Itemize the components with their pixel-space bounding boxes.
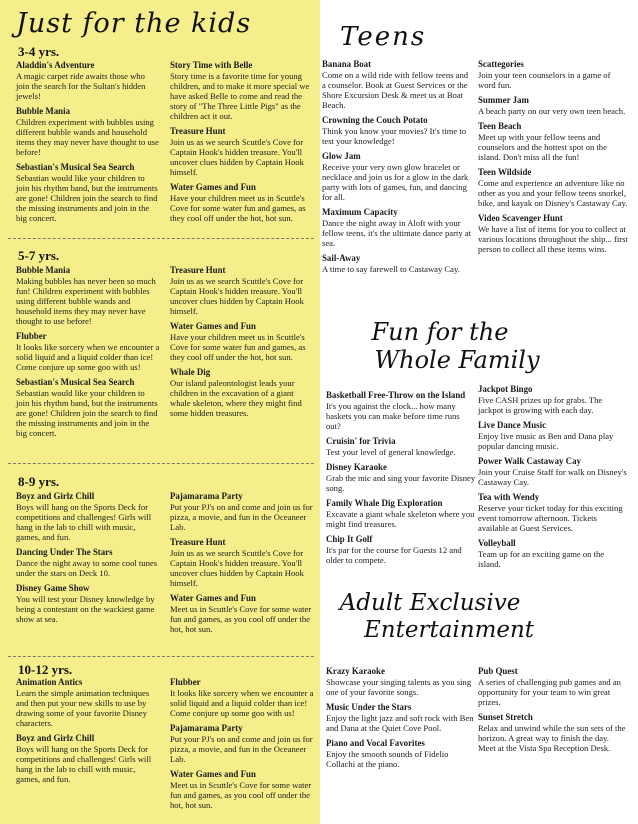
event-title: Bubble Mania (16, 106, 71, 116)
kids-5-7-left-column (16, 265, 160, 443)
event-title: Crowning the Couch Potato (322, 115, 428, 125)
event-title: Story Time with Belle (170, 60, 253, 70)
event-title: Sebastian's Musical Sea Search (16, 377, 135, 387)
event-description: Grab the mic and sing your favorite Disney song. (326, 473, 476, 493)
event-description: A time to say farewell to Castaway Cay. (322, 264, 460, 274)
event-description: Our island paleontologist leads your children in the excavation of a giant whale skeleton, where they might find some hidden treasures. (170, 378, 302, 418)
event-item (326, 390, 476, 431)
event-title: Piano and Vocal Favorites (326, 738, 425, 748)
event-item (326, 498, 476, 529)
event-item (16, 331, 160, 372)
event-title: Pajamarama Party (170, 491, 243, 501)
event-title: Sebastian's Musical Sea Search (16, 162, 135, 172)
event-title: Water Games and Fun (170, 321, 256, 331)
event-title: Banana Boat (322, 59, 372, 69)
teens-right-column (478, 59, 628, 259)
event-item (478, 121, 628, 162)
event-description: Dance the night away in Aloft with your fellow teens, it's the ultimate dance party at sea. (322, 218, 472, 248)
event-item (16, 677, 160, 728)
event-item (478, 95, 628, 116)
event-title: Water Games and Fun (170, 182, 256, 192)
event-item (170, 126, 314, 177)
event-title: Chip It Golf (326, 534, 373, 544)
event-description: Making bubbles has never been so much fun! Children experiment with bubbles using different bubble wands and household items they may never have thought to use before! (16, 276, 156, 326)
event-item (16, 60, 160, 101)
event-item (478, 538, 628, 569)
section-divider (8, 463, 314, 464)
event-description: Think you know your movies? It's time to test your knowledge! (322, 126, 467, 146)
event-item (326, 666, 476, 697)
event-item (322, 151, 472, 202)
event-description: It's par for the course for Guests 12 and older to compete. (326, 545, 462, 565)
event-item (478, 492, 628, 533)
age-heading-3-4: 3-4 yrs. (18, 44, 60, 59)
event-title: Scattegories (478, 59, 524, 69)
family-left-column (326, 390, 476, 570)
family-title-line1: Fun for the (371, 318, 509, 346)
event-title: Flubber (16, 331, 47, 341)
event-description: Have your children meet us in Scuttle's Cove for some water fun and games, as they cool off under the hot, hot sun. (170, 332, 306, 362)
event-description: It looks like sorcery when we encounter a solid liquid and a liquid colder than ice! Come conjure up some goo with us! (170, 688, 314, 718)
event-description: Relax and unwind while the sun sets of the horizon. A great way to finish the day. Meet at the Vista Spa Reception Desk. (478, 723, 626, 753)
adult-right-column (478, 666, 628, 758)
kids-8-9-left-column (16, 491, 160, 629)
event-description: Five CASH prizes up for grabs. The jackpot is growing with each day. (478, 395, 603, 415)
event-item (170, 60, 314, 121)
teens-title: Teens (340, 22, 427, 52)
event-item (478, 666, 628, 707)
event-description: Sebastian would like your children to join his rhythm band, but the instruments are gone! Children join the search to find the missing instruments and join in the big concert. (16, 173, 158, 223)
event-item (322, 207, 472, 248)
event-item (170, 537, 314, 588)
event-description: Dance the night away to some cool tunes under the stars on Deck 10. (16, 558, 158, 578)
event-description: Showcase your singing talents as you sing one of your favorite songs. (326, 677, 472, 697)
event-title: Pub Quest (478, 666, 518, 676)
event-title: Music Under the Stars (326, 702, 412, 712)
event-description: Test your level of general knowledge. (326, 447, 456, 457)
family-title (340, 318, 540, 374)
kids-10-12-right-column (170, 677, 314, 815)
event-description: Excavate a giant whale skeleton where you might find treasures. (326, 509, 475, 529)
event-description: Sebastian would like your children to join his rhythm band, but the instruments are gone! Children join the search to find the missing instruments and join in the big concert. (16, 388, 158, 438)
event-description: Have your children meet us in Scuttle's Cove for some water fun and games, as they cool off under the hot, hot sun. (170, 193, 306, 223)
event-description: Come and experience an adventure like no other as you and your fellow teens snorkel, bike, and kayak on Disney's Castaway Cay. (478, 178, 628, 208)
event-title: Basketball Free-Throw on the Island (326, 390, 466, 400)
event-title: Family Whale Dig Exploration (326, 498, 443, 508)
event-title: Animation Antics (16, 677, 83, 687)
event-item (478, 456, 628, 487)
event-item (322, 253, 472, 274)
event-title: Sunset Stretch (478, 712, 533, 722)
event-description: Reserve your ticket today for this exciting event tomorrow afternoon. Tickets available at Guest Services. (478, 503, 623, 533)
event-description: Story time is a favorite time for young children, and to make it more special we have asked Belle to come and read the story of "The Three Little Pigs" as the children act it out. (170, 71, 310, 121)
event-title: Teen Beach (478, 121, 522, 131)
event-description: We have a list of items for you to collect at various locations throughout the ship... first person to collect all these items wins. (478, 224, 628, 254)
event-item (170, 593, 314, 634)
event-title: Pajamarama Party (170, 723, 243, 733)
kids-8-9-right-column (170, 491, 314, 639)
event-title: Boyz and Girlz Chill (16, 733, 95, 743)
event-item (170, 723, 314, 764)
event-title: Cruisin' for Trivia (326, 436, 396, 446)
event-item (478, 213, 628, 254)
event-title: Aladdin's Adventure (16, 60, 95, 70)
event-item (16, 377, 160, 438)
event-description: A series of challenging pub games and an opportunity for your team to win great prizes. (478, 677, 621, 707)
age-heading-10-12: 10-12 yrs. (18, 662, 73, 677)
event-description: Join us as we search Scuttle's Cove for Captain Hook's hidden treasure. You'll uncover clues hidden by Captain Hook himself. (170, 137, 304, 177)
event-description: Enjoy the light jazz and soft rock with Ben and Dana at the Quiet Cove Pool. (326, 713, 474, 733)
event-title: Boyz and Girlz Chill (16, 491, 95, 501)
kids-3-4-left-column (16, 60, 160, 228)
event-description: Join us as we search Scuttle's Cove for Captain Hook's hidden treasure. You'll uncover clues hidden by Captain Hook himself. (170, 276, 304, 316)
event-item (170, 182, 314, 223)
event-title: Video Scavenger Hunt (478, 213, 563, 223)
age-heading-8-9: 8-9 yrs. (18, 474, 60, 489)
event-item (16, 583, 160, 624)
event-item (478, 59, 628, 90)
event-item (16, 733, 160, 784)
event-item (478, 420, 628, 451)
event-description: Put your PJ's on and come and join us for pizza, a movie, and fun in the Oceaneer Lab. (170, 502, 313, 532)
adult-title (330, 590, 535, 644)
event-title: Teen Wildside (478, 167, 532, 177)
event-item (170, 491, 314, 532)
event-title: Jackpot Bingo (478, 384, 533, 394)
event-description: Boys will hang on the Sports Deck for competitions and challenges! Girls will hang in the lab to chill with music, games, and fun. (16, 744, 152, 784)
event-title: Water Games and Fun (170, 593, 256, 603)
event-description: Receive your very own glow bracelet or necklace and join us for a glow in the dark party with lots of games, fun, and dancing for all. (322, 162, 469, 202)
event-item (170, 769, 314, 810)
event-item (326, 702, 476, 733)
event-item (16, 547, 160, 578)
event-description: Enjoy live music as Ben and Dana play popular dancing music. (478, 431, 614, 451)
event-description: Team up for an exciting game on the island. (478, 549, 605, 569)
event-description: Put your PJ's on and come and join us for pizza, a movie, and fun in the Oceaneer Lab. (170, 734, 313, 764)
event-title: Treasure Hunt (170, 265, 226, 275)
event-title: Volleyball (478, 538, 516, 548)
event-description: A magic carpet ride awaits those who join the search for the Sultan's hidden jewels! (16, 71, 146, 101)
family-right-column (478, 384, 628, 574)
event-item (16, 265, 160, 326)
event-description: Come on a wild ride with fellow teens and a counselor. Book at Guest Services or the Shore Excursion Desk & meet us at Boat Beach. (322, 70, 469, 110)
event-description: Enjoy the smooth sounds of Fidelio Collachi at the piano. (326, 749, 449, 769)
family-title-line2: Whole Family (374, 346, 540, 374)
adult-left-column (326, 666, 476, 774)
event-item (322, 59, 472, 110)
event-description: A beach party on our very own teen beach. (478, 106, 626, 116)
section-divider (8, 238, 314, 239)
event-title: Flubber (170, 677, 201, 687)
kids-3-4-right-column (170, 60, 314, 228)
teens-left-column (322, 59, 472, 279)
event-description: It's you against the clock... how many baskets you can make before time runs out? (326, 401, 460, 431)
age-heading-5-7: 5-7 yrs. (18, 248, 60, 263)
event-title: Krazy Karaoke (326, 666, 385, 676)
event-item (170, 265, 314, 316)
event-title: Treasure Hunt (170, 126, 226, 136)
event-item (478, 167, 628, 208)
event-description: Join your Cruise Staff for walk on Disney's Castaway Cay. (478, 467, 627, 487)
event-description: Learn the simple animation techniques and then put your new skills to use by drawing some of your favorite Disney characters. (16, 688, 150, 728)
event-title: Glow Jam (322, 151, 361, 161)
event-item (170, 677, 314, 718)
section-divider (8, 656, 314, 657)
adult-title-line1: Adult Exclusive (339, 590, 521, 616)
event-item (16, 106, 160, 157)
event-title: Water Games and Fun (170, 769, 256, 779)
event-title: Sail-Away (322, 253, 361, 263)
event-item (478, 384, 628, 415)
event-description: You will test your Disney knowledge by being a contestant on the wackiest game show at sea. (16, 594, 155, 624)
event-description: Children experiment with bubbles using different bubble wands and household items they may never have thought to use before! (16, 117, 159, 157)
event-title: Whale Dig (170, 367, 211, 377)
event-item (478, 712, 628, 753)
kids-title: Just for the kids (16, 8, 252, 39)
event-description: Boys will hang on the Sports Deck for competitions and challenges! Girls will hang in the lab to chill with music, games, and fun. (16, 502, 152, 542)
event-description: Meet up with your fellow teens and counselors and the hottest spot on the island. Don't miss all the fun! (478, 132, 607, 162)
event-description: Join us as we search Scuttle's Cove for Captain Hook's hidden treasure. You'll uncover clues hidden by Captain Hook himself. (170, 548, 304, 588)
event-item (16, 162, 160, 223)
event-title: Live Dance Music (478, 420, 547, 430)
kids-5-7-right-column (170, 265, 314, 423)
event-title: Dancing Under The Stars (16, 547, 113, 557)
event-title: Treasure Hunt (170, 537, 226, 547)
event-item (326, 436, 476, 457)
kids-10-12-left-column (16, 677, 160, 789)
event-title: Disney Karaoke (326, 462, 387, 472)
event-title: Tea with Wendy (478, 492, 540, 502)
event-title: Power Walk Castaway Cay (478, 456, 581, 466)
event-item (16, 491, 160, 542)
event-description: Join your teen counselors in a game of word fun. (478, 70, 611, 90)
event-title: Maximum Capacity (322, 207, 398, 217)
event-item (326, 462, 476, 493)
event-title: Disney Game Show (16, 583, 90, 593)
event-description: Meet us in Scuttle's Cove for some water fun and games, as you cool off under the hot, hot sun. (170, 604, 312, 634)
event-item (326, 738, 476, 769)
event-title: Bubble Mania (16, 265, 71, 275)
event-title: Summer Jam (478, 95, 529, 105)
event-description: It looks like sorcery when we encounter a solid liquid and a liquid colder than ice! Come conjure up some goo with us! (16, 342, 160, 372)
event-item (170, 367, 314, 418)
adult-title-line2: Entertainment (364, 617, 535, 643)
event-description: Meet us in Scuttle's Cove for some water fun and games, as you cool off under the hot, hot sun. (170, 780, 312, 810)
event-item (322, 115, 472, 146)
event-item (170, 321, 314, 362)
event-item (326, 534, 476, 565)
